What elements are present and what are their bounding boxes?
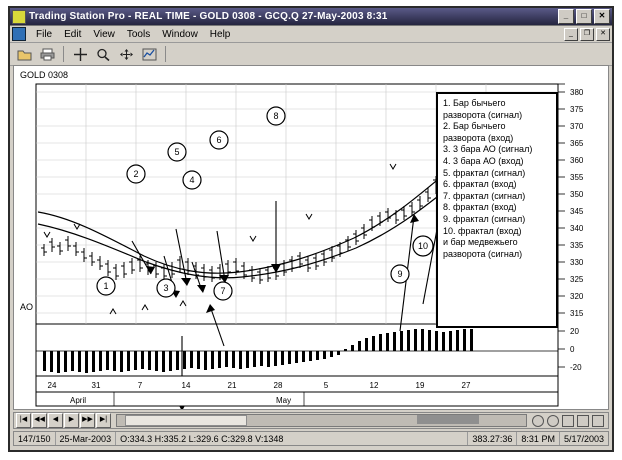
- status-bar-count: 147/150: [14, 432, 56, 445]
- svg-text:7: 7: [137, 381, 143, 390]
- svg-text:27: 27: [461, 381, 471, 390]
- status-bar-time: 8:31 PM: [517, 432, 560, 445]
- chart-navigation-bar: [13, 412, 609, 429]
- mdi-restore-button[interactable]: ❐: [580, 28, 594, 41]
- minimize-button[interactable]: _: [558, 9, 574, 24]
- svg-text:1: 1: [103, 281, 109, 291]
- nav-icon-group: [532, 415, 606, 427]
- menu-item-edit[interactable]: Edit: [64, 28, 82, 40]
- zoom-out-icon[interactable]: [532, 415, 544, 427]
- status-bar-date: 25-Mar-2003: [56, 432, 117, 445]
- status-bar-system-date: 5/17/2003: [563, 433, 604, 444]
- toolbar-separator: [63, 46, 64, 62]
- svg-text:7: 7: [220, 286, 226, 296]
- window-controls: [558, 9, 610, 24]
- legend-line-12: 10. фрактал (вход): [443, 225, 522, 236]
- nav-last-button[interactable]: ▶|: [96, 413, 111, 428]
- crosshair-icon[interactable]: [70, 44, 90, 64]
- menu-item-tools[interactable]: Tools: [126, 28, 151, 40]
- svg-text:340: 340: [570, 224, 584, 233]
- grid-icon[interactable]: [577, 415, 589, 427]
- svg-text:4: 4: [189, 175, 195, 185]
- title-bar: [10, 8, 612, 26]
- svg-text:365: 365: [570, 139, 584, 148]
- app-logo-icon: [12, 10, 26, 24]
- menu-item-window[interactable]: Window: [162, 28, 198, 40]
- pan-icon[interactable]: [562, 415, 574, 427]
- svg-text:360: 360: [570, 156, 584, 165]
- svg-text:14: 14: [181, 381, 191, 390]
- print-icon[interactable]: [37, 44, 57, 64]
- menu-bar: [10, 26, 612, 43]
- nav-forward-button[interactable]: ▶: [64, 413, 79, 428]
- settings-icon[interactable]: [592, 415, 604, 427]
- svg-text:10: 10: [417, 241, 429, 251]
- chart-area[interactable]: [13, 65, 609, 410]
- nav-fast-back-button[interactable]: ◀◀: [32, 413, 47, 428]
- svg-text:5: 5: [174, 147, 180, 157]
- svg-text:24: 24: [47, 381, 57, 390]
- legend-line-10: 8. фрактал (вход): [443, 202, 517, 213]
- status-bar-price: 383.27:36: [468, 432, 517, 445]
- svg-text:19: 19: [415, 381, 425, 390]
- zoom-in-icon[interactable]: [547, 415, 559, 427]
- svg-text:315: 315: [570, 309, 584, 318]
- svg-text:28: 28: [273, 381, 283, 390]
- svg-text:9: 9: [397, 269, 403, 279]
- legend-line-13: и бар медвежьего: [443, 237, 518, 248]
- svg-text:375: 375: [570, 105, 584, 114]
- status-bar: [13, 431, 609, 446]
- svg-text:May: May: [276, 396, 292, 405]
- svg-text:345: 345: [570, 207, 584, 216]
- svg-text:3: 3: [163, 283, 169, 293]
- subchart-label: AO: [20, 302, 34, 312]
- legend-line-4: разворота (вход): [443, 132, 514, 143]
- svg-text:0: 0: [570, 345, 575, 354]
- legend-line-11: 9. фрактал (сигнал): [443, 213, 526, 224]
- legend-line-6: 4. 3 бара АО (вход): [443, 155, 524, 166]
- legend-line-2: разворота (сигнал): [443, 109, 523, 120]
- nav-first-button[interactable]: |◀: [16, 413, 31, 428]
- document-icon: [12, 27, 26, 41]
- svg-text:325: 325: [570, 275, 584, 284]
- svg-text:21: 21: [227, 381, 237, 390]
- mdi-minimize-button[interactable]: _: [564, 28, 578, 41]
- toolbar: [10, 43, 612, 66]
- svg-text:335: 335: [570, 241, 584, 250]
- scrollbar-range-indicator[interactable]: [417, 415, 479, 424]
- move-icon[interactable]: [116, 44, 136, 64]
- svg-text:20: 20: [570, 327, 579, 336]
- svg-text:330: 330: [570, 258, 584, 267]
- svg-text:370: 370: [570, 122, 584, 131]
- svg-text:31: 31: [91, 381, 101, 390]
- svg-text:2: 2: [133, 169, 139, 179]
- legend-line-9: 7. фрактал (сигнал): [443, 190, 526, 201]
- maximize-button[interactable]: □: [576, 9, 592, 24]
- menu-item-help[interactable]: Help: [209, 28, 231, 40]
- svg-text:-20: -20: [570, 363, 582, 372]
- svg-text:320: 320: [570, 292, 584, 301]
- legend-line-14: разворота (сигнал): [443, 248, 523, 259]
- mdi-window-controls: [564, 28, 610, 41]
- nav-back-button[interactable]: ◀: [48, 413, 63, 428]
- svg-text:350: 350: [570, 190, 584, 199]
- legend-line-1: 1. Бар бычьего: [443, 98, 506, 108]
- annotation-legend: [436, 92, 558, 328]
- svg-text:April: April: [70, 396, 87, 405]
- legend-line-8: 6. фрактал (вход): [443, 179, 517, 190]
- legend-line-7: 5. фрактал (сигнал): [443, 167, 526, 178]
- window-title: Trading Station Pro - REAL TIME - GOLD 0308 - GCQ.Q 27-May-2003 8:31: [29, 11, 388, 22]
- status-bar-ohlc: O:334.3 H:335.2 L:329.6 C:329.8 V:1348: [116, 432, 468, 445]
- legend-line-5: 3. 3 бара АО (сигнал): [443, 144, 533, 155]
- symbol-label: GOLD 0308: [20, 70, 69, 80]
- scrollbar-thumb[interactable]: [125, 415, 247, 426]
- zoom-icon[interactable]: [93, 44, 113, 64]
- close-button[interactable]: ✕: [594, 9, 610, 24]
- menu-item-file[interactable]: File: [36, 28, 53, 40]
- svg-text:12: 12: [369, 381, 379, 390]
- mdi-close-button[interactable]: ✕: [596, 28, 610, 41]
- svg-text:6: 6: [216, 135, 222, 145]
- open-icon[interactable]: [14, 44, 34, 64]
- indicator-icon[interactable]: [139, 44, 159, 64]
- toolbar-separator-2: [165, 46, 166, 62]
- horizontal-scrollbar[interactable]: [116, 414, 527, 427]
- svg-text:8: 8: [273, 111, 279, 121]
- svg-text:5: 5: [323, 381, 329, 390]
- nav-fast-forward-button[interactable]: ▶▶: [80, 413, 95, 428]
- menu-item-view[interactable]: View: [93, 28, 115, 40]
- application-window: [8, 6, 614, 452]
- svg-text:380: 380: [570, 88, 584, 97]
- legend-line-3: 2. Бар бычьего: [443, 121, 506, 132]
- svg-text:355: 355: [570, 173, 584, 182]
